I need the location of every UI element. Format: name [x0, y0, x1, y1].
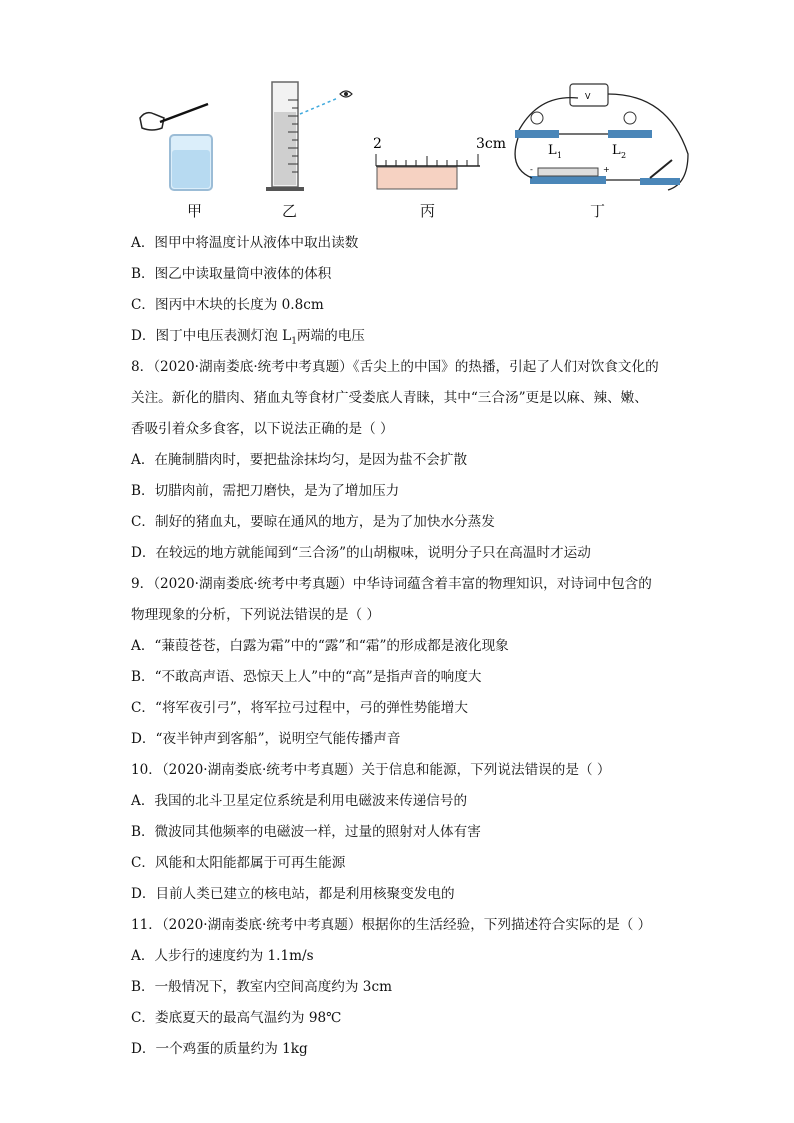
q7-option-d [131, 321, 691, 352]
q7-option-d-post: 两端的电压 [296, 328, 365, 344]
q8-option-c: C．制好的猪血丸，要晾在通风的地方，是为了加快水分蒸发 [131, 514, 495, 530]
q10-option-b: B．微波同其他频率的电磁波一样，过量的照射对人体有害 [131, 824, 481, 840]
figure-label-yi: 乙 [282, 202, 298, 220]
q7-option-b: B．图乙中读取量筒中液体的体积 [131, 266, 332, 282]
figure-label-jia: 甲 [187, 202, 203, 220]
minus-label: - [530, 165, 533, 174]
q11-option-b: B．一般情况下，教室内空间高度约为 3cm [131, 979, 392, 995]
plus-label: + [603, 165, 610, 174]
figure-jia-beaker [140, 104, 212, 190]
figure-ding-circuit [515, 84, 688, 190]
q10-option-a: A．我国的北斗卫星定位系统是利用电磁波来传递信号的 [131, 793, 468, 809]
q9-option-b: B．“不敢高声语、恐惊天上人”中的“高”是指声音的响度大 [131, 669, 482, 685]
q10-option-c: C．风能和太阳能都属于可再生能源 [131, 855, 346, 871]
q7-option-a: A．图甲中将温度计从液体中取出读数 [131, 235, 359, 251]
voltmeter-label: V [585, 92, 591, 101]
q11-stem: 11．（2020·湖南娄底·统考中考真题）根据你的生活经验，下列描述符合实际的是（ ） [131, 917, 652, 933]
figure-bing-ruler [373, 136, 506, 189]
q9-option-d: D．“夜半钟声到客船”，说明空气能传播声音 [131, 731, 401, 747]
l1-sub: 1 [557, 151, 563, 160]
ruler-start-label: 2 [373, 136, 382, 152]
q8-option-a: A．在腌制腊肉时，要把盐涂抹均匀，是因为盐不会扩散 [131, 452, 468, 468]
q8-option-d: D．在较远的地方就能闻到“三合汤”的山胡椒味，说明分子只在高温时才运动 [131, 545, 591, 561]
figure-yi-cylinder [266, 82, 352, 191]
figure-label-ding: 丁 [590, 202, 606, 220]
q11-option-c: C．娄底夏天的最高气温约为 98℃ [131, 1010, 342, 1026]
q7-option-d-pre: D．图丁中电压表测灯泡 L [131, 328, 292, 344]
q9-option-a: A．“蒹葭苍苍，白露为霜”中的“露”和“霜”的形成都是液化现象 [131, 638, 509, 654]
q8-stem-1: 8．（2020·湖南娄底·统考中考真题）《舌尖上的中国》的热播，引起了人们对饮食文化的 [131, 359, 659, 375]
l2-label: L [612, 143, 621, 158]
l2-sub: 2 [621, 151, 627, 160]
q8-stem-2: 关注。新化的腊肉、猪血丸等食材广受娄底人青睐，其中“三合汤”更是以麻、辣、嫩、 [131, 390, 648, 406]
figure-label-bing: 丙 [420, 202, 436, 220]
experiment-figures [120, 80, 720, 230]
q11-option-d: D．一个鸡蛋的质量约为 1kg [131, 1041, 308, 1057]
q9-option-c: C．“将军夜引弓”，将军拉弓过程中，弓的弹性势能增大 [131, 700, 468, 716]
q7-option-d-sub: 1 [291, 336, 297, 347]
q11-option-a: A．人步行的速度约为 1.1m/s [131, 948, 314, 964]
q7-option-c: C．图丙中木块的长度为 0.8cm [131, 297, 324, 313]
l1-label: L [548, 143, 557, 158]
q8-stem-3: 香吸引着众多食客，以下说法正确的是（ ） [131, 421, 394, 437]
q8-option-b: B．切腊肉前，需把刀磨快，是为了增加压力 [131, 483, 400, 499]
q10-option-d: D．目前人类已建立的核电站，都是利用核聚变发电的 [131, 886, 455, 902]
q9-stem-1: 9．（2020·湖南娄底·统考中考真题）中华诗词蕴含着丰富的物理知识，对诗词中包含的 [131, 576, 652, 592]
ruler-end-label: 3cm [476, 136, 507, 152]
q9-stem-2: 物理现象的分析，下列说法错误的是（ ） [131, 607, 381, 623]
question-text [131, 228, 691, 1065]
q10-stem: 10．（2020·湖南娄底·统考中考真题）关于信息和能源，下列说法错误的是（ ） [131, 762, 611, 778]
